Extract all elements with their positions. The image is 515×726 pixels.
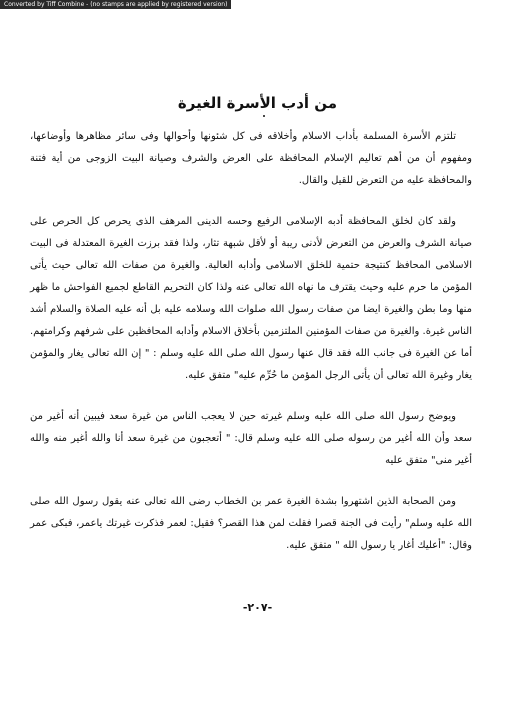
paragraph-saad: ويوضح رسول الله صلى الله عليه وسلم غيرته حين لا يعجب الناس من غيرة سعد فيبين أنه أغير من سعد وأن الله أغير من رسوله صلى الله عليه وسلم قال: " أتعجبون من غيرة سعد أنا والله أغير منه والله أغير منى" متفق عليه [30, 411, 472, 466]
scan-banner: Converted by Tiff Combine - (no stamps are applied by registered version) [0, 0, 231, 9]
page-title: من أدب الأسرة الغيرة [177, 94, 338, 112]
page-number: -٢٠٧- [242, 601, 273, 614]
paragraph-intro: تلتزم الأسرة المسلمة بأداب الاسلام وأخلاقه فى كل شئونها وأحوالها وفى سائر مظاهرها وأوضاعها، ومفهوم أن من أهم تعاليم الإسلام المحافظة على العرض والشرف وصيانة البيت الزوجى من أية فتنة والمحافظة عليه من التعرض للقيل والقال. [30, 131, 472, 186]
paragraph-umar: ومن الصحابة الذين اشتهروا بشدة الغيرة عمر بن الخطاب رضى الله تعالى عنه يقول رسول الله صلى الله عليه وسلم" رأيت فى الجنة قصرا فقلت لمن هذا القصر؟ فقيل: لعمر فذكرت غيرتك ياعمر، فبكى عمر وقال: "أعليك أغار يا رسول الله " متفق عليه. [30, 496, 472, 551]
stray-dot [263, 115, 265, 117]
body-text [30, 126, 472, 576]
paragraph-virtue: ولقد كان لخلق المحافظة أدبه الإسلامى الرفيع وحسه الدينى المرهف الذى يحرص كل الحرص على صيانة الشرف والعرض من التعرض لأدنى ريبة أو لأقل شبهة تثار، ولذا فقد برزت الغيرة المعتدلة فى البيت الاسلامى المحافظ كنتيجة حتمية للخلق الاسلامى وأدابه العالية. والغيرة من صفات الله تعالى حيث يأتى المؤمن ما حرم عليه وحيث يقترف ما نهاه الله تعالى عنه ولذا كان التحريم القاطع لجميع الفواحش ما ظهر منها وما بطن والغيرة ايضا من صفات رسول الله صلوات الله وسلامه عليه بل أنه عليه الصلاة والسلام أشد الناس غيرة. والغيرة من صفات المؤمنين الملتزمين بأخلاق الاسلام وأدابه المحافظين على شرفهم وكرامتهم. أما عن الغيرة فى جانب الله فقد قال عنها رسول الله صلى الله عليه وسلم : " إن الله تعالى يغار والمؤمن يغار وغيرة الله تعالى أن يأتى الرجل المؤمن ما حُرِّم عليه" متفق عليه. [30, 216, 472, 381]
